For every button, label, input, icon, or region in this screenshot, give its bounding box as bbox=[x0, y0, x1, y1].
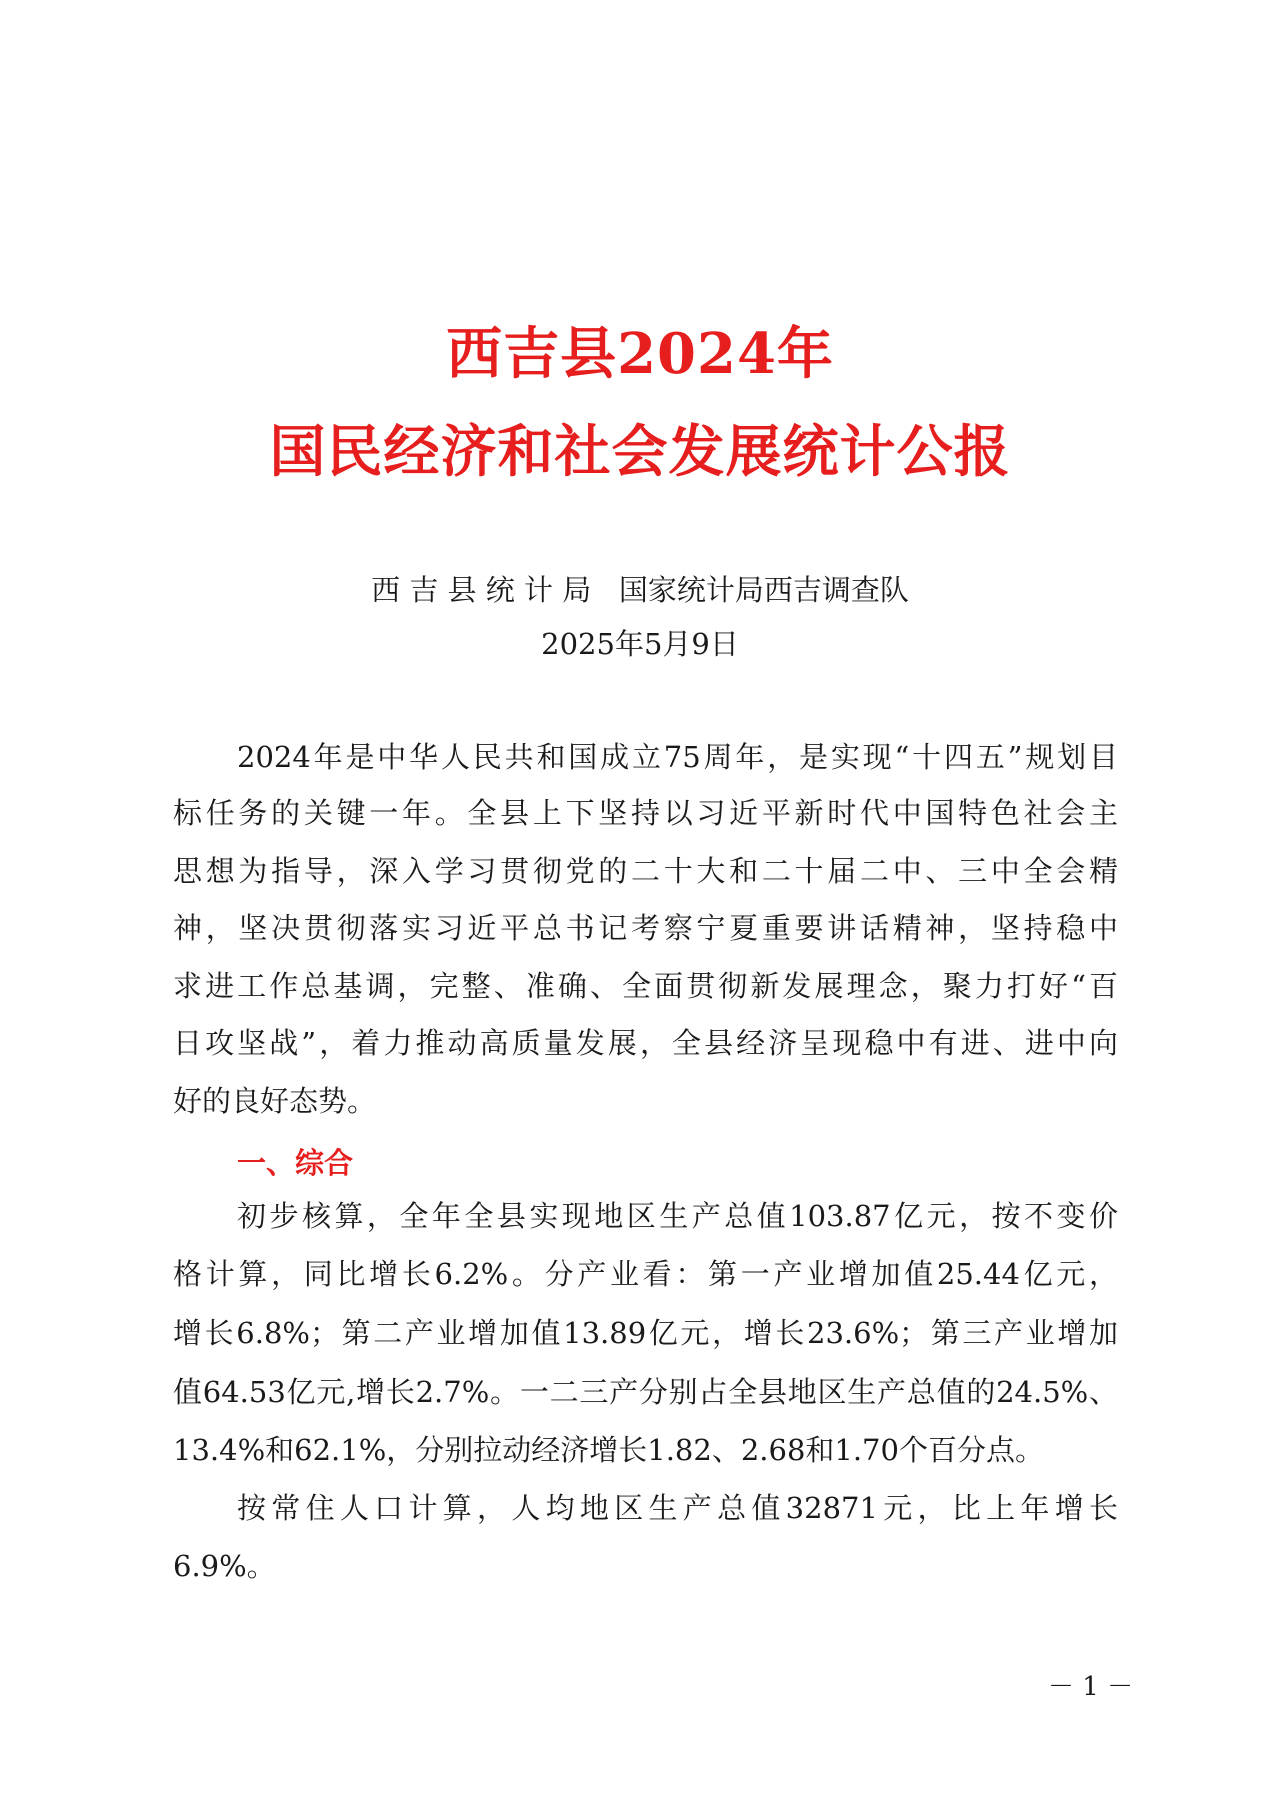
intro-line: 好的良好态势。 bbox=[173, 1084, 377, 1118]
gdp-line: 13.4%和62.1%，分别拉动经济增长1.82、2.68和1.70个百分点。 bbox=[173, 1433, 1044, 1467]
gdp-line: 增长6.8%；第二产业增加值13.89亿元，增长23.6%；第三产业增加 bbox=[173, 1316, 1118, 1350]
intro-line: 神，坚决贯彻落实习近平总书记考察宁夏重要讲话精神，坚持稳中 bbox=[173, 911, 1118, 945]
gdp-line: 初步核算，全年全县实现地区生产总值103.87亿元，按不变价 bbox=[237, 1199, 1118, 1233]
intro-line: 求进工作总基调，完整、准确、全面贯彻新发展理念，聚力打好“百 bbox=[173, 969, 1118, 1003]
gdp-line: 格计算，同比增长6.2%。分产业看：第一产业增加值25.44亿元， bbox=[173, 1257, 1118, 1291]
intro-line: 标任务的关键一年。全县上下坚持以习近平新时代中国特色社会主 bbox=[173, 796, 1118, 830]
issuers: 西 吉 县 统 计 局 国家统计局西吉调查队 bbox=[371, 573, 909, 607]
page-number: － 1 － bbox=[1048, 1672, 1134, 1702]
intro-line: 日攻坚战”，着力推动高质量发展，全县经济呈现稳中有进、进中向 bbox=[173, 1026, 1118, 1060]
gdp-line: 值64.53亿元,增长2.7%。一二三产分别占全县地区生产总值的24.5%、 bbox=[173, 1375, 1118, 1409]
publish-date: 2025年5月9日 bbox=[541, 627, 739, 661]
section-heading: 一、综合 bbox=[237, 1146, 354, 1180]
intro-line: 思想为指导，深入学习贯彻党的二十大和二十届二中、三中全会精 bbox=[173, 854, 1118, 888]
per-capita-line: 按常住人口计算，人均地区生产总值32871元，比上年增长 bbox=[237, 1491, 1118, 1525]
title-line-1: 西吉县2024年 bbox=[446, 321, 834, 387]
per-capita-line: 6.9%。 bbox=[173, 1549, 276, 1583]
title-line-2: 国民经济和社会发展统计公报 bbox=[269, 419, 1011, 485]
intro-line: 2024年是中华人民共和国成立75周年，是实现“十四五”规划目 bbox=[237, 740, 1118, 774]
